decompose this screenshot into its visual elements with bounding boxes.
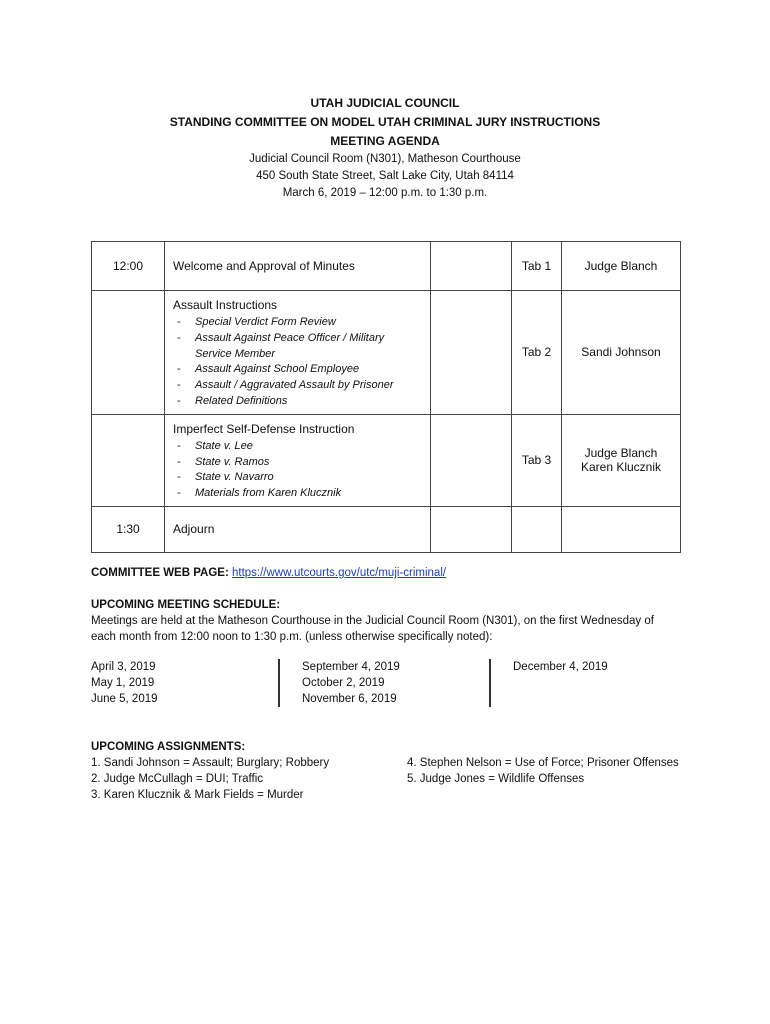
list-item: - Assault Against Peace Officer / Military Service Member [177,331,385,360]
assignment-item: 4. Stephen Nelson = Use of Force; Prisoner Offenses [407,757,679,769]
presenter-name: Judge Blanch [584,446,658,461]
agenda-tab: Tab 1 [512,242,562,291]
agenda-tab: Tab 2 [512,291,562,415]
subitem-list [173,439,430,502]
meeting-date: November 6, 2019 [302,693,397,705]
meeting-date: April 3, 2019 [91,661,156,673]
agenda-presenter: Judge Blanch [562,242,681,291]
blank-cell [431,291,512,415]
committee-web-page [91,565,446,581]
schedule-column-2 [302,659,400,707]
agenda-tab [512,506,562,552]
agenda-tab: Tab 3 [512,414,562,506]
schedule-column-1 [91,659,158,707]
upcoming-assignments [91,739,329,803]
agenda-time: 1:30 [92,506,165,552]
meeting-date: October 2, 2019 [302,677,385,689]
committee-title: STANDING COMMITTEE ON MODEL UTAH CRIMINAL JURY INSTRUCTIONS [169,115,601,129]
council-title: UTAH JUDICIAL COUNCIL [310,96,460,110]
list-item: - Special Verdict Form Review [177,316,336,328]
assignment-item: 3. Karen Klucznik & Mark Fields = Murder [91,789,304,801]
table-row [92,291,681,415]
agenda-table [91,241,681,553]
web-page-link[interactable]: https://www.utcourts.gov/utc/muji-criminal/ [231,567,447,579]
agenda-time [92,291,165,415]
web-page-label: COMMITTEE WEB PAGE: [91,567,229,579]
column-divider [489,659,491,707]
column-divider [278,659,280,707]
list-item: - State v. Lee [177,439,253,452]
list-item: - Materials from Karen Klucznik [177,487,342,500]
agenda-time [92,414,165,506]
schedule-text: each month from 12:00 noon to 1:30 p.m. (unless otherwise specifically noted): [91,631,493,643]
assignment-item: 5. Judge Jones = Wildlife Offenses [407,773,585,785]
agenda-item [165,291,431,415]
subitem-list [173,315,430,410]
agenda-item [165,242,431,291]
list-item: - State v. Navarro [177,471,274,484]
agenda-item-title: Imperfect Self-Defense Instruction [173,421,355,436]
schedule-column-3 [513,659,608,675]
meeting-datetime: March 6, 2019 – 12:00 p.m. to 1:30 p.m. [282,187,488,199]
list-item: - Assault / Aggravated Assault by Prisoner [177,379,394,392]
blank-cell [431,242,512,291]
agenda-presenter [562,414,681,506]
meeting-date: June 5, 2019 [91,693,158,705]
assignments-right-column [407,755,679,787]
agenda-presenter [562,506,681,552]
meeting-date: December 4, 2019 [513,661,608,673]
agenda-time: 12:00 [92,242,165,291]
schedule-heading: UPCOMING MEETING SCHEDULE: [91,599,281,611]
agenda-presenter: Sandi Johnson [562,291,681,415]
meeting-location: Judicial Council Room (N301), Matheson Courthouse [249,153,521,165]
meeting-date: September 4, 2019 [302,661,400,673]
meeting-schedule [91,597,654,645]
blank-cell [431,506,512,552]
assignments-heading: UPCOMING ASSIGNMENTS: [91,741,246,753]
table-row [92,414,681,506]
agenda-item-title: Welcome and Approval of Minutes [173,259,355,273]
meeting-address: 450 South State Street, Salt Lake City, Utah 84114 [256,170,514,182]
table-row [92,242,681,291]
assignment-item: 2. Judge McCullagh = DUI; Traffic [91,773,264,785]
agenda-item-title: Assault Instructions [173,298,278,312]
blank-cell [431,414,512,506]
agenda-title: MEETING AGENDA [330,134,440,148]
document-header [0,94,770,202]
presenter-name: Karen Klucznik [580,460,662,475]
table-row [92,506,681,552]
agenda-item-title: Adjourn [173,522,215,537]
list-item: - State v. Ramos [177,455,270,468]
list-item: - Assault Against School Employee [177,363,360,376]
agenda-item [165,506,431,552]
schedule-text: Meetings are held at the Matheson Courthouse in the Judicial Council Room (N301), on the first Wednesday of [91,615,654,627]
agenda-item [165,414,431,506]
list-item: - Related Definitions [177,394,288,407]
meeting-date: May 1, 2019 [91,677,155,689]
assignment-item: 1. Sandi Johnson = Assault; Burglary; Robbery [91,757,330,769]
